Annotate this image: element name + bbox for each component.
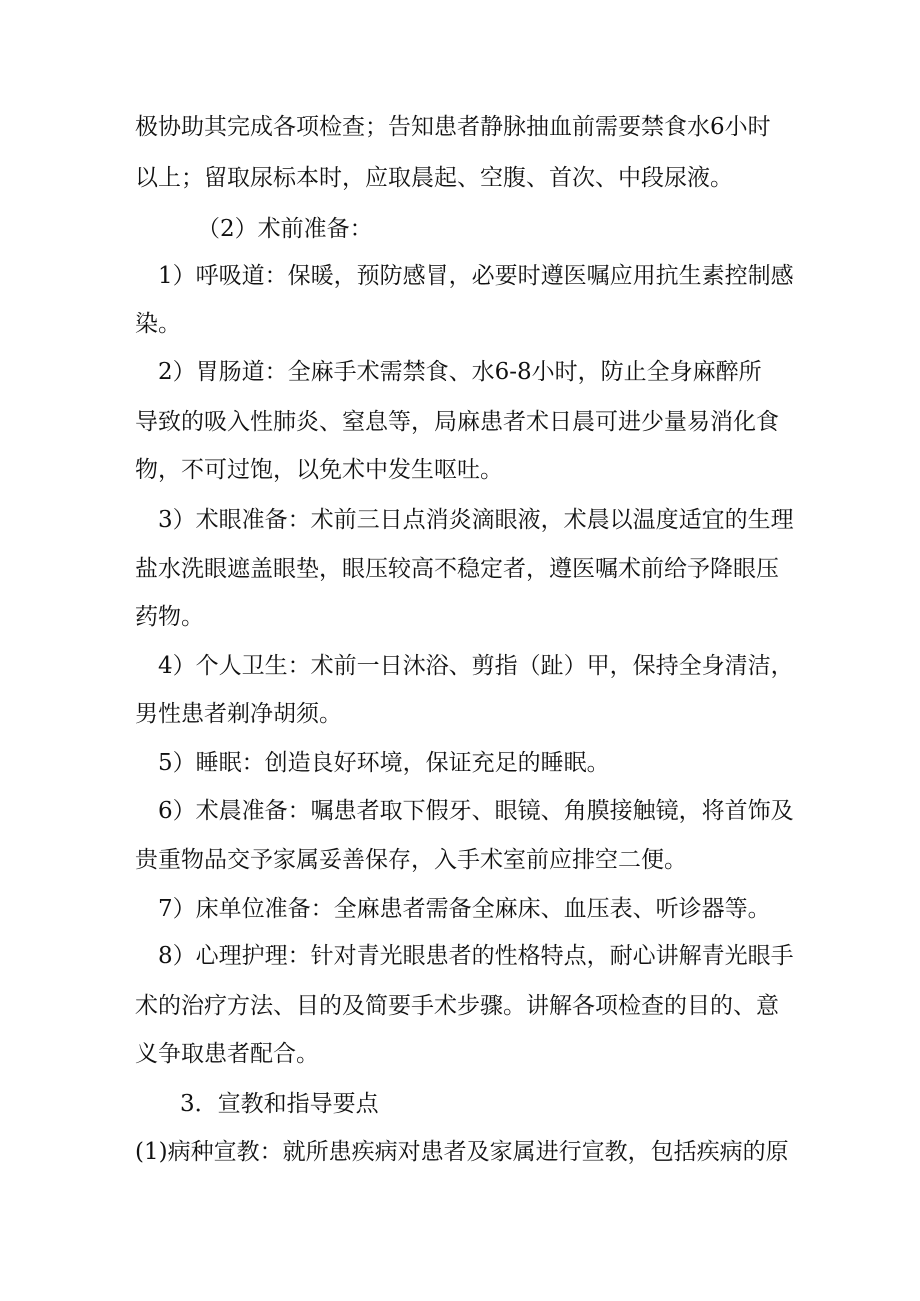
text-line: 2）胃肠道：全麻手术需禁食、水6-8小时，防止全身麻醉所 (158, 359, 762, 385)
text-line: 5）睡眠：创造良好环境，保证充足的睡眠。 (158, 750, 610, 776)
text-line: 染。 (135, 311, 181, 337)
section-heading: 3．宣教和指导要点 (180, 1091, 379, 1117)
text-line: 以上；留取尿标本时，应取晨起、空腹、首次、中段尿液。 (135, 165, 733, 191)
text-line: 术的治疗方法、目的及简要手术步骤。讲解各项检查的目的、意 (135, 993, 779, 1019)
text-line: 极协助其完成各项检查；告知患者静脉抽血前需要禁食水6小时 (135, 114, 771, 140)
text-line: 7）床单位准备：全麻患者需备全麻床、血压表、听诊器等。 (158, 896, 771, 922)
text-line: 贵重物品交予家属妥善保存，入手术室前应排空二便。 (135, 847, 687, 873)
text-line: 6）术晨准备：嘱患者取下假牙、眼镜、角膜接触镜，将首饰及 (158, 798, 794, 824)
text-line: (1)病种宣教：就所患疾病对患者及家属进行宣教，包括疾病的原 (135, 1139, 789, 1165)
text-line: 药物。 (135, 604, 204, 630)
text-line: 4）个人卫生：术前一日沐浴、剪指（趾）甲，保持全身清洁， (158, 653, 794, 679)
text-line: 1）呼吸道：保暖，预防感冒，必要时遵医嘱应用抗生素控制感 (158, 263, 794, 289)
text-line: 8）心理护理：针对青光眼患者的性格特点，耐心讲解青光眼手 (158, 943, 794, 969)
text-line: 义争取患者配合。 (135, 1041, 319, 1067)
text-line: 3）术眼准备：术前三日点消炎滴眼液，术晨以温度适宜的生理 (158, 507, 794, 533)
text-line: 导致的吸入性肺炎、窒息等，局麻患者术日晨可进少量易消化食 (135, 409, 779, 435)
text-line: 物，不可过饱，以免术中发生呕吐。 (135, 457, 503, 483)
text-line: 男性患者剃净胡须。 (135, 701, 342, 727)
section-heading: （2）术前准备： (197, 216, 373, 242)
text-line: 盐水洗眼遮盖眼垫，眼压较高不稳定者，遵医嘱术前给予降眼压 (135, 556, 779, 582)
